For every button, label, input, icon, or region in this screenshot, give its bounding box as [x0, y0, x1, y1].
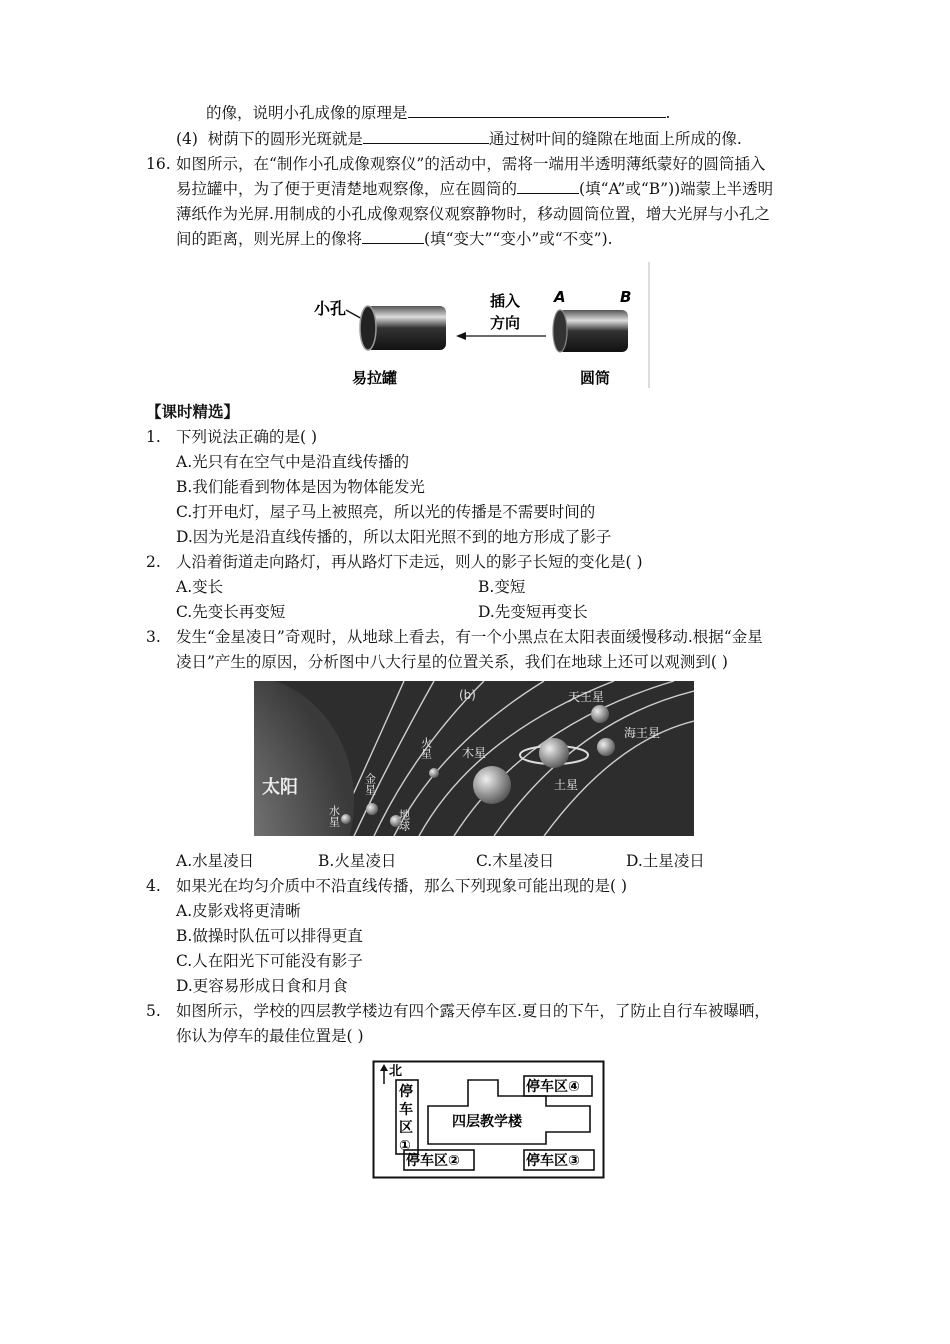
q3-stem-1: 发生“金星凌日”奇观时，从地球上看去，有一个小黑点在太阳表面缓慢移动.根据“金星: [176, 628, 763, 646]
uranus-label: 天王星: [568, 690, 605, 704]
q1-option-c[interactable]: C.打开电灯，屋子马上被照亮，所以光的传播是不需要时间的: [176, 503, 596, 521]
mars-planet: [429, 768, 439, 778]
q16-line1: 如图所示，在“制作小孔成像观察仪”的活动中，需将一端用半透明薄纸蒙好的圆筒插入: [176, 155, 766, 173]
neptune-planet: [597, 738, 615, 756]
q3-stem-2: 凌日”产生的原因，分析图中八大行星的位置关系，我们在地球上还可以观测到( ): [176, 653, 728, 671]
can-label: 易拉罐: [352, 369, 398, 387]
earth-label: 地球: [397, 809, 411, 831]
q3-option-a[interactable]: A.水星凌日: [176, 852, 255, 870]
q5-stem-2: 你认为停车的最佳位置是( ): [176, 1027, 364, 1045]
svg-text:区: 区: [399, 1120, 413, 1136]
svg-text:停车区②: 停车区②: [406, 1153, 460, 1169]
insert-label-1: 插入: [490, 292, 521, 310]
q5-stem-1: 如图所示，学校的四层教学楼边有四个露天停车区.夏日的下午，了防止自行车被曝晒，: [176, 1002, 770, 1020]
insert-label-2: 方向: [490, 314, 521, 332]
section-title: 【课时精选】: [146, 402, 240, 421]
solar-system-figure: [254, 681, 694, 836]
parking-map-figure: [372, 1060, 606, 1180]
q3-option-d[interactable]: D.土星凌日: [626, 852, 705, 870]
north-label: 北: [389, 1064, 403, 1079]
q2-option-b[interactable]: B.变短: [478, 578, 526, 596]
mercury-planet: [341, 814, 351, 824]
neptune-label: 海王星: [624, 726, 661, 740]
svg-text:①: ①: [399, 1138, 411, 1154]
q4-stem: 如果光在均匀介质中不沿直线传播，那么下列现象可能出现的是( ): [176, 877, 628, 895]
q1-number: 1.: [146, 428, 161, 446]
q15-line2: (4) 树荫下的圆形光斑就是 通过树叶间的缝隙在地面上所成的像.: [176, 130, 742, 148]
svg-text:停车区③: 停车区③: [526, 1153, 580, 1169]
mercury-label: 水星: [327, 805, 341, 827]
q1-option-b[interactable]: B.我们能看到物体是因为物体能发光: [176, 478, 425, 496]
q3-option-c[interactable]: C.木星凌日: [476, 852, 555, 870]
q2-option-d[interactable]: D.先变短再变长: [478, 603, 588, 621]
sun-label: 太阳: [262, 777, 298, 798]
q1-option-a[interactable]: A.光只有在空气中是沿直线传播的: [176, 453, 410, 471]
q1-option-d[interactable]: D.因为光是沿直线传播的，所以太阳光照不到的地方形成了影子: [176, 528, 612, 546]
jupiter-label: 木星: [462, 746, 487, 760]
building-label: 四层教学楼: [452, 1114, 522, 1130]
pinhole-label: 小孔: [314, 299, 347, 318]
mars-label: 火星: [419, 737, 433, 759]
svg-text:停: 停: [399, 1084, 413, 1100]
end-b-label: B: [620, 288, 632, 306]
q16-line4: 间的距离，则光屏上的像将 (填“变大”“变小”或“不变”).: [176, 230, 613, 248]
tube-body: [558, 310, 628, 352]
blank[interactable]: [363, 128, 489, 144]
q3-option-b[interactable]: B.火星凌日: [318, 852, 397, 870]
q4-option-d[interactable]: D.更容易形成日食和月食: [176, 977, 348, 995]
saturn-label: 土星: [554, 778, 579, 792]
blank[interactable]: [517, 178, 579, 194]
saturn-planet: [539, 738, 569, 768]
venus-planet: [366, 803, 378, 815]
q2-number: 2.: [146, 553, 161, 571]
q2-option-a[interactable]: A.变长: [176, 578, 224, 596]
q5-number: 5.: [146, 1002, 161, 1020]
pinhole-viewer-figure: [300, 262, 652, 390]
q4-option-c[interactable]: C.人在阳光下可能没有影子: [176, 952, 363, 970]
q16-line2: 易拉罐中，为了便于更清楚地观察像，应在圆筒的 (填“A”或“B”))端蒙上半透明: [176, 180, 774, 198]
q4-option-a[interactable]: A.皮影戏将更清晰: [176, 902, 301, 920]
q4-option-b[interactable]: B.做操时队伍可以排得更直: [176, 927, 363, 945]
svg-text:停车区④: 停车区④: [526, 1079, 580, 1095]
figure-tag: (b): [459, 688, 476, 702]
tube-label: 圆筒: [580, 369, 611, 387]
end-a-label: A: [554, 288, 566, 306]
svg-text:车: 车: [399, 1102, 413, 1118]
q16-number: 16.: [146, 155, 171, 173]
blank[interactable]: [408, 102, 666, 118]
q1-stem: 下列说法正确的是( ): [176, 428, 318, 446]
q4-number: 4.: [146, 877, 161, 895]
q2-stem: 人沿着街道走向路灯，再从路灯下走远，则人的影子长短的变化是( ): [176, 553, 643, 571]
jupiter-planet: [473, 766, 511, 804]
q2-option-c[interactable]: C.先变长再变短: [176, 603, 286, 621]
q15-line1: 的像，说明小孔成像的原理是 .: [206, 104, 671, 122]
uranus-planet: [591, 705, 609, 723]
q3-number: 3.: [146, 628, 161, 646]
blank[interactable]: [362, 228, 424, 244]
can-body: [366, 306, 446, 350]
q16-line3: 薄纸作为光屏.用制成的小孔成像观察仪观察静物时，移动圆筒位置，增大光屏与小孔之: [176, 205, 770, 223]
venus-label: 金星: [363, 773, 377, 795]
